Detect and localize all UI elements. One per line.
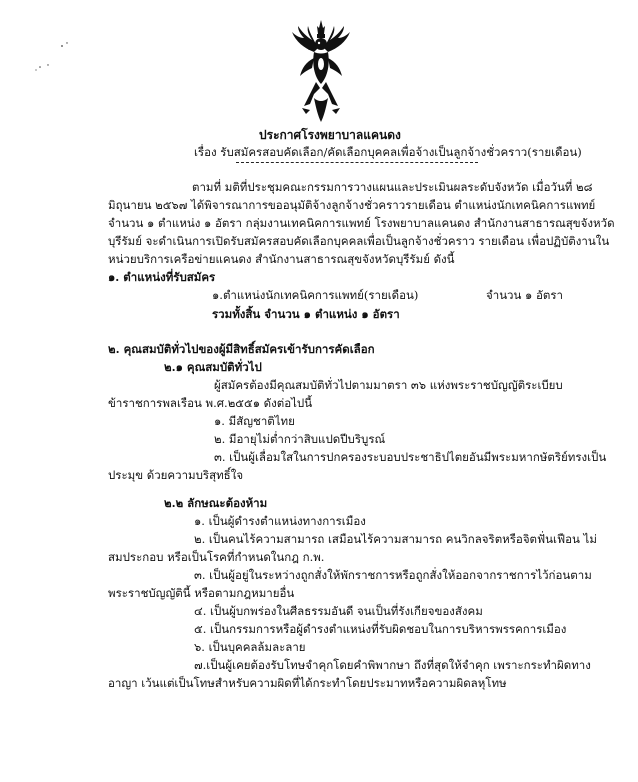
section2-1-text-1: ผู้สมัครต้องมีคุณสมบัติทั่วไปตามมาตรา ๓๖ แห่งพระราชบัญญัติระเบียบ	[214, 378, 563, 392]
dashed-divider	[236, 162, 478, 163]
intro-line-5: หน่วยบริการเครือข่ายแคนดง สำนักงานสาธารณสุขจังหวัดบุรีรัมย์ ดังนี้	[108, 252, 455, 266]
position-item: ๑.ตำแหน่งนักเทคนิคการแพทย์(รายเดือน)	[212, 288, 419, 302]
section2-2-heading: ๒.๒ ลักษณะต้องห้าม	[164, 496, 268, 510]
prohibition-item-6: ๖. เป็นบุคคลล้มละลาย	[194, 640, 306, 654]
prohibition-item-7: ๗.เป็นผู้เคยต้องรับโทษจำคุกโดยคำพิพากษา ถึงที่สุดให้จำคุก เพราะกระทำผิดทาง	[194, 658, 591, 672]
section2-1-text-2: ข้าราชการพลเรือน พ.ศ.๒๕๕๑ ดังต่อไปนี้	[108, 396, 313, 410]
section2-heading: ๒. คุณสมบัติทั่วไปของผู้มีสิทธิ์สมัครเข้ารับการคัดเลือก	[108, 342, 375, 356]
prohibition-item-2: ๒. เป็นคนไร้ความสามารถ เสมือนไร้ความสามารถ คนวิกลจริตหรือจิตฟั่นเฟือน ไม่	[194, 532, 597, 546]
document-subject: เรื่อง รับสมัครสอบคัดเลือก/คัดเลือกบุคคลเพื่อจ้างเป็นลูกจ้างชั่วคราว(รายเดือน)	[194, 145, 582, 159]
intro-line-3: จำนวน ๑ ตำแหน่ง ๑ อัตรา กลุ่มงานเทคนิคการแพทย์ โรงพยาบาลแคนดง สำนักงานสาธารณสุขจังหวัด	[108, 216, 615, 230]
intro-line-1: ตามที่ มติที่ประชุมคณะกรรมการวางแผนและประเมินผลระดับจังหวัด เมื่อวันที่ ๒๘	[192, 180, 593, 194]
scan-specks	[32, 40, 72, 80]
section1-heading: ๑. ตำแหน่งที่รับสมัคร	[108, 270, 216, 284]
prohibition-item-3-cont: พระราชบัญญัตินี้ หรือตามกฎหมายอื่น	[108, 586, 295, 600]
prohibition-item-5: ๕. เป็นกรรมการหรือผู้ดำรงตำแหน่งที่รับผิดชอบในการบริหารพรรคการเมือง	[194, 622, 567, 636]
intro-line-4: บุรีรัมย์ จะดำเนินการเปิดรับสมัครสอบคัดเลือกบุคคลเพื่อเป็นลูกจ้างชั่วคราว รายเดือน เพื่อปฏิบัติงานใน	[108, 234, 610, 248]
qualification-item-1: ๑. มีสัญชาติไทย	[214, 414, 295, 428]
position-item-count: จำนวน ๑ อัตรา	[486, 288, 563, 302]
section2-1-heading: ๒.๑ คุณสมบัติทั่วไป	[164, 360, 262, 374]
garuda-emblem-icon	[290, 18, 352, 126]
position-total: รวมทั้งสิ้น จำนวน ๑ ตำแหน่ง ๑ อัตรา	[212, 307, 400, 321]
intro-line-2: มิถุนายน ๒๕๖๗ ได้พิจารณาการขออนุมัติจ้างลูกจ้างชั่วคราวรายเดือน ตำแหน่งนักเทคนิคการแพทย์	[108, 198, 596, 212]
prohibition-item-2-cont: สมประกอบ หรือเป็นโรคที่กำหนดในกฎ ก.พ.	[108, 550, 325, 564]
prohibition-item-1: ๑. เป็นผู้ดำรงตำแหน่งทางการเมือง	[194, 514, 366, 528]
prohibition-item-3: ๓. เป็นผู้อยู่ในระหว่างถูกสั่งให้พักราชการหรือถูกสั่งให้ออกจากราชการไว้ก่อนตาม	[194, 568, 592, 582]
prohibition-item-7-cont: อาญา เว้นแต่เป็นโทษสำหรับความผิดที่ได้กระทำโดยประมาทหรือความผิดลหุโทษ	[108, 676, 507, 690]
document-title: ประกาศโรงพยาบาลแคนดง	[259, 128, 401, 142]
qualification-item-3-cont: ประมุข ด้วยความบริสุทธิ์ใจ	[108, 468, 244, 482]
qualification-item-2: ๒. มีอายุไม่ต่ำกว่าสิบแปดปีบริบูรณ์	[214, 432, 386, 446]
prohibition-item-4: ๔. เป็นผู้บกพร่องในศีลธรรมอันดี จนเป็นที่รังเกียจของสังคม	[194, 604, 483, 618]
qualification-item-3: ๓. เป็นผู้เลื่อมใสในการปกครองระบอบประชาธิปไตยอันมีพระมหากษัตริย์ทรงเป็น	[214, 450, 607, 464]
